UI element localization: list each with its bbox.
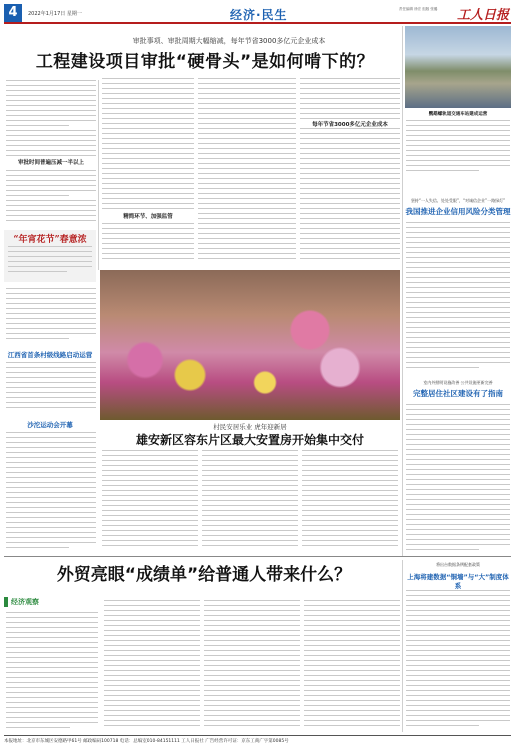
left-text-block	[6, 80, 96, 228]
page-footer: 本报地址：北京市东城区安德路甲61号 邮政编码100718 电话：总编室010-84151111 工人日报社 广告经营许可证：京东工商广字第0085号	[4, 735, 511, 745]
column-divider	[402, 560, 403, 732]
column-divider	[98, 80, 99, 270]
subhead: 每年节省3000多亿元企业成本	[300, 120, 400, 128]
notice-title: “年宵花节”春意浓	[13, 235, 87, 245]
middle-text-block	[198, 78, 296, 268]
section-title: 经济·民生	[230, 8, 288, 22]
right-item-kicker: 坚持“一人失信、处处受限”，“对诚信企业”一路绿灯”	[410, 198, 506, 203]
top-story-headline: 工程建设项目审批“硬骨头”是如何啃下的？	[35, 52, 375, 72]
left-item-headline: 江西省首条村级线路启动运营	[7, 351, 93, 359]
subhead: 精简环节、加强监管	[102, 212, 194, 220]
left-text-block	[6, 432, 96, 554]
section-tag	[4, 597, 64, 607]
middle-text-block	[102, 78, 194, 268]
right-text-block	[406, 120, 510, 184]
top-story-kicker: 审批事项、审批周期大幅缩减，每年节省3000多亿元企业成本	[132, 37, 326, 45]
middle-text-block	[300, 78, 400, 268]
right-item-headline: 我国推进企业信用风险分类管理	[405, 207, 511, 216]
photo-caption: 鹦鹉螺轨道交通车站建成运营	[428, 112, 488, 117]
photo-story-headline: 雄安新区容东片区最大安置房开始集中交付	[135, 433, 364, 447]
subhead: 审批时间普遍压减一半以上	[6, 158, 96, 166]
section-tag-label: 经济观察	[11, 598, 39, 606]
flower-market-photo	[100, 270, 400, 420]
editor-info: 责任编辑 徐宏 组版 张璐	[399, 7, 438, 11]
left-text-block	[6, 362, 96, 418]
photo-caption: 村民安居乐业 虎年迎新居	[213, 423, 287, 431]
issue-date: 2022年1月17日 星期一	[28, 11, 82, 17]
notice-box	[4, 230, 96, 282]
bottom-text-block	[204, 600, 300, 732]
page-number: 4	[4, 4, 22, 22]
left-text-block	[6, 288, 96, 348]
right-text-block	[406, 222, 510, 372]
column-divider	[402, 26, 403, 556]
right-item-kicker: 室内外照明设施改善 公共设施更新完善	[423, 380, 493, 385]
right-item-kicker: 将出台数据条例配套政策	[436, 562, 480, 567]
right-item-headline: 完整居住社区建设有了指南	[413, 389, 503, 398]
left-item-headline: 沙沱运动会开幕	[27, 421, 73, 429]
rail-station-photo	[405, 26, 511, 108]
photo-story-text	[102, 450, 198, 554]
section-divider	[4, 556, 511, 557]
right-text-block	[406, 404, 510, 554]
photo-story-text	[202, 450, 298, 554]
masthead	[4, 4, 511, 24]
bottom-text-block	[104, 600, 200, 732]
newspaper-logo: 工人日报	[456, 8, 509, 23]
bottom-text-block	[6, 612, 98, 732]
photo-story-text	[302, 450, 398, 554]
right-item-headline: 上海将建数据“铜墙”与“大”制度体系	[407, 573, 509, 590]
right-text-block	[406, 590, 510, 732]
bottom-text-block	[304, 600, 400, 732]
bottom-story-headline: 外贸亮眼“成绩单”给普通人带来什么？	[56, 565, 352, 585]
